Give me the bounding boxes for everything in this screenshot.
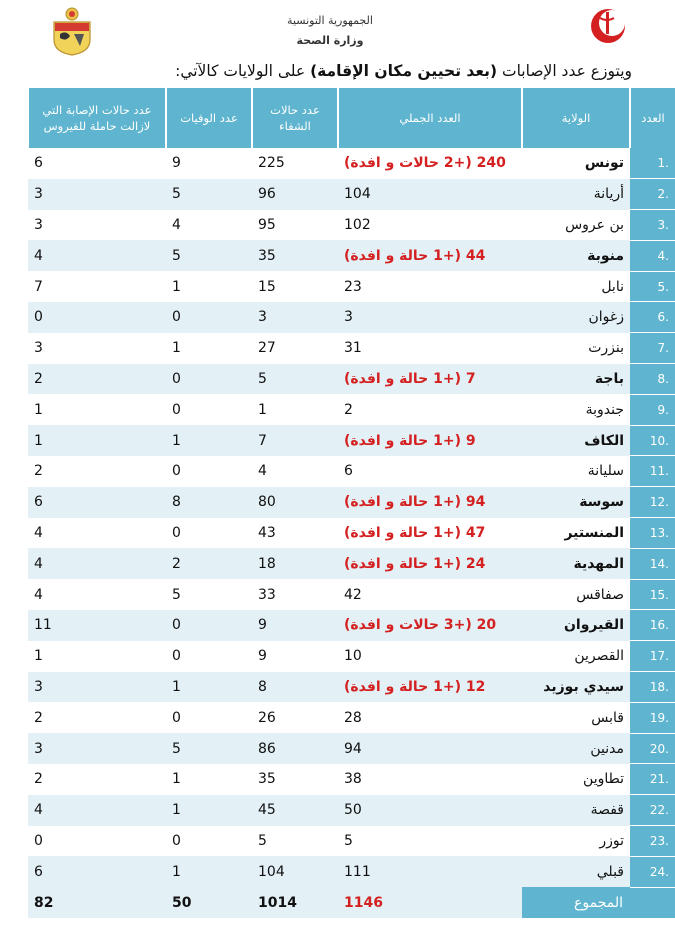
row-governorate: المهدية: [522, 548, 630, 579]
row-deaths: 0: [166, 641, 252, 672]
row-total: 50: [338, 795, 522, 826]
row-deaths: 0: [166, 702, 252, 733]
row-carriers: 2: [28, 456, 166, 487]
row-index: .11: [630, 456, 675, 487]
row-recovered: 80: [252, 487, 338, 518]
title-suffix: على الولايات كالآتي:: [175, 62, 311, 80]
table-row: [28, 364, 675, 395]
row-governorate: القصرين: [522, 641, 630, 672]
row-total: 3: [338, 302, 522, 333]
row-governorate: جندوبة: [522, 394, 630, 425]
header-governorate: الولاية: [522, 88, 630, 148]
page-header: [0, 0, 660, 62]
row-recovered: 35: [252, 240, 338, 271]
cases-by-governorate-table: [27, 88, 675, 918]
row-index: .8: [630, 364, 675, 395]
row-recovered: 27: [252, 333, 338, 364]
row-deaths: 0: [166, 364, 252, 395]
row-recovered: 9: [252, 641, 338, 672]
row-recovered: 18: [252, 548, 338, 579]
row-total: 20 (+3 حالات و افدة): [338, 610, 522, 641]
row-governorate: باجة: [522, 364, 630, 395]
row-recovered: 1: [252, 394, 338, 425]
row-deaths: 0: [166, 518, 252, 549]
row-carriers: 1: [28, 641, 166, 672]
row-total: 94 (+1 حالة و افدة): [338, 487, 522, 518]
row-recovered: 43: [252, 518, 338, 549]
row-carriers: 3: [28, 333, 166, 364]
row-index: .17: [630, 641, 675, 672]
row-recovered: 9: [252, 610, 338, 641]
row-recovered: 3: [252, 302, 338, 333]
table-row: [28, 148, 675, 179]
row-deaths: 0: [166, 826, 252, 857]
row-governorate: مدنين: [522, 733, 630, 764]
row-index: .12: [630, 487, 675, 518]
row-deaths: 0: [166, 302, 252, 333]
table-row: [28, 733, 675, 764]
row-index: .6: [630, 302, 675, 333]
tunisia-coat-of-arms-icon: [50, 6, 94, 56]
row-carriers: 2: [28, 702, 166, 733]
row-carriers: 6: [28, 856, 166, 887]
row-carriers: 6: [28, 148, 166, 179]
row-governorate: تطاوين: [522, 764, 630, 795]
row-index: .10: [630, 425, 675, 456]
row-carriers: 3: [28, 733, 166, 764]
ministry-line-2: وزارة الصحة: [296, 34, 364, 47]
row-carriers: 4: [28, 579, 166, 610]
row-index: .9: [630, 394, 675, 425]
row-governorate: قابس: [522, 702, 630, 733]
row-carriers: 0: [28, 302, 166, 333]
row-recovered: 225: [252, 148, 338, 179]
table-row: [28, 641, 675, 672]
row-carriers: 1: [28, 394, 166, 425]
row-carriers: 3: [28, 672, 166, 703]
row-index: .7: [630, 333, 675, 364]
row-recovered: 7: [252, 425, 338, 456]
row-index: .15: [630, 579, 675, 610]
row-total: 5: [338, 826, 522, 857]
row-recovered: 26: [252, 702, 338, 733]
totals-recovered: 1014: [252, 887, 338, 918]
row-total: 7 (+1 حالة و افدة): [338, 364, 522, 395]
ministry-line-1: الجمهورية التونسية: [287, 14, 373, 27]
table-row: [28, 210, 675, 241]
table-row: [28, 179, 675, 210]
row-total: 24 (+1 حالة و افدة): [338, 548, 522, 579]
row-recovered: 15: [252, 271, 338, 302]
table-row: [28, 394, 675, 425]
table-row: [28, 548, 675, 579]
row-deaths: 1: [166, 795, 252, 826]
row-total: 94: [338, 733, 522, 764]
row-governorate: سيدي بوزيد: [522, 672, 630, 703]
row-carriers: 2: [28, 364, 166, 395]
row-deaths: 4: [166, 210, 252, 241]
table-header-row: [28, 88, 675, 148]
section-title: [32, 62, 632, 80]
row-total: 10: [338, 641, 522, 672]
row-index: .24: [630, 856, 675, 887]
table-row: [28, 240, 675, 271]
header-deaths: عدد الوفيات: [166, 88, 252, 148]
table-row: [28, 764, 675, 795]
row-recovered: 35: [252, 764, 338, 795]
header-index: العدد: [630, 88, 675, 148]
row-recovered: 96: [252, 179, 338, 210]
header-carriers: عدد حالات الإصابة التي لازالت حاملة للفيروس: [28, 88, 166, 148]
row-governorate: زغوان: [522, 302, 630, 333]
row-deaths: 1: [166, 856, 252, 887]
row-governorate: صفاقس: [522, 579, 630, 610]
row-index: .5: [630, 271, 675, 302]
header-recovered: عدد حالات الشفاء: [252, 88, 338, 148]
row-carriers: 7: [28, 271, 166, 302]
row-carriers: 6: [28, 487, 166, 518]
row-deaths: 0: [166, 610, 252, 641]
totals-deaths: 50: [166, 887, 252, 918]
row-governorate: سليانة: [522, 456, 630, 487]
table-row: [28, 518, 675, 549]
row-total: 23: [338, 271, 522, 302]
row-recovered: 33: [252, 579, 338, 610]
row-carriers: 11: [28, 610, 166, 641]
row-total: 102: [338, 210, 522, 241]
row-index: .16: [630, 610, 675, 641]
row-carriers: 0: [28, 826, 166, 857]
row-total: 6: [338, 456, 522, 487]
row-index: .4: [630, 240, 675, 271]
title-prefix: ويتوزع عدد الإصابات: [497, 62, 632, 80]
row-deaths: 8: [166, 487, 252, 518]
row-carriers: 1: [28, 425, 166, 456]
row-governorate: أريانة: [522, 179, 630, 210]
row-index: .22: [630, 795, 675, 826]
row-total: 28: [338, 702, 522, 733]
row-total: 44 (+1 حالة و افدة): [338, 240, 522, 271]
row-governorate: نابل: [522, 271, 630, 302]
red-crescent-logo-icon: [588, 6, 628, 50]
row-total: 42: [338, 579, 522, 610]
row-index: .2: [630, 179, 675, 210]
row-governorate: منوبة: [522, 240, 630, 271]
table-row: [28, 333, 675, 364]
row-index: .1: [630, 148, 675, 179]
row-total: 9 (+1 حالة و افدة): [338, 425, 522, 456]
row-index: .19: [630, 702, 675, 733]
row-index: .20: [630, 733, 675, 764]
table-row: [28, 271, 675, 302]
title-bold: (بعد تحيين مكان الإقامة): [310, 62, 498, 80]
row-recovered: 4: [252, 456, 338, 487]
row-index: .3: [630, 210, 675, 241]
table-row: [28, 302, 675, 333]
totals-total: 1146: [338, 887, 522, 918]
row-deaths: 1: [166, 333, 252, 364]
row-deaths: 0: [166, 456, 252, 487]
row-recovered: 95: [252, 210, 338, 241]
row-governorate: بنزرت: [522, 333, 630, 364]
row-index: .18: [630, 672, 675, 703]
row-index: .21: [630, 764, 675, 795]
row-recovered: 104: [252, 856, 338, 887]
row-carriers: 4: [28, 518, 166, 549]
row-carriers: 3: [28, 179, 166, 210]
table-row: [28, 456, 675, 487]
row-deaths: 9: [166, 148, 252, 179]
row-total: 47 (+1 حالة و افدة): [338, 518, 522, 549]
row-governorate: قبلي: [522, 856, 630, 887]
row-index: .14: [630, 548, 675, 579]
row-deaths: 0: [166, 394, 252, 425]
row-total: 104: [338, 179, 522, 210]
row-deaths: 5: [166, 733, 252, 764]
row-governorate: تونس: [522, 148, 630, 179]
row-deaths: 5: [166, 179, 252, 210]
table-row: [28, 487, 675, 518]
row-governorate: المنستير: [522, 518, 630, 549]
row-deaths: 5: [166, 579, 252, 610]
table-row: [28, 425, 675, 456]
row-total: 12 (+1 حالة و افدة): [338, 672, 522, 703]
totals-carriers: 82: [28, 887, 166, 918]
table-row: [28, 672, 675, 703]
row-deaths: 1: [166, 672, 252, 703]
row-deaths: 2: [166, 548, 252, 579]
row-index: .13: [630, 518, 675, 549]
row-deaths: 1: [166, 764, 252, 795]
row-carriers: 4: [28, 795, 166, 826]
totals-row: [28, 887, 675, 918]
header-total: العدد الجملي: [338, 88, 522, 148]
totals-label: المجموع: [522, 887, 675, 918]
row-total: 38: [338, 764, 522, 795]
row-total: 2: [338, 394, 522, 425]
row-recovered: 8: [252, 672, 338, 703]
row-total: 240 (+2 حالات و افدة): [338, 148, 522, 179]
row-deaths: 1: [166, 271, 252, 302]
row-governorate: قفصة: [522, 795, 630, 826]
row-governorate: الكاف: [522, 425, 630, 456]
row-recovered: 86: [252, 733, 338, 764]
row-total: 31: [338, 333, 522, 364]
table-row: [28, 702, 675, 733]
row-carriers: 3: [28, 210, 166, 241]
row-governorate: بن عروس: [522, 210, 630, 241]
table-row: [28, 826, 675, 857]
row-governorate: سوسة: [522, 487, 630, 518]
table-row: [28, 579, 675, 610]
row-carriers: 2: [28, 764, 166, 795]
row-governorate: القيروان: [522, 610, 630, 641]
row-index: .23: [630, 826, 675, 857]
table-row: [28, 856, 675, 887]
row-total: 111: [338, 856, 522, 887]
row-carriers: 4: [28, 548, 166, 579]
row-carriers: 4: [28, 240, 166, 271]
row-governorate: توزر: [522, 826, 630, 857]
row-recovered: 5: [252, 364, 338, 395]
row-deaths: 1: [166, 425, 252, 456]
table-row: [28, 610, 675, 641]
row-recovered: 5: [252, 826, 338, 857]
row-deaths: 5: [166, 240, 252, 271]
table-row: [28, 795, 675, 826]
row-recovered: 45: [252, 795, 338, 826]
